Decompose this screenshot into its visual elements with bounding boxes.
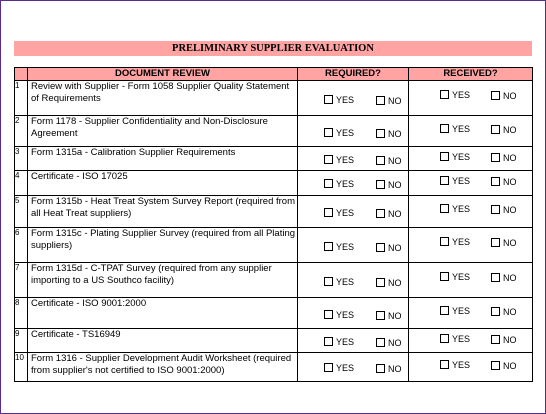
document-cell (28, 228, 298, 263)
checkbox-label: NO (388, 364, 402, 374)
checkbox-square[interactable] (491, 125, 500, 134)
received-cell (409, 171, 533, 196)
received-checkbox-yes[interactable] (440, 176, 470, 186)
received-checkbox-no[interactable] (491, 177, 517, 187)
row-number: 6 (15, 228, 28, 263)
checkbox-square[interactable] (491, 273, 500, 282)
checkbox-label: YES (452, 237, 471, 247)
required-checkbox-yes[interactable] (324, 310, 354, 320)
checkbox-label: NO (388, 180, 402, 190)
checkbox-square[interactable] (440, 360, 449, 369)
checkbox-square[interactable] (376, 180, 385, 189)
required-checkbox-no[interactable] (376, 209, 402, 219)
checkbox-square[interactable] (324, 95, 333, 104)
checkbox-label: YES (336, 277, 355, 287)
required-cell (298, 353, 409, 382)
checkbox-square[interactable] (324, 363, 333, 372)
row-number: 1 (15, 81, 28, 116)
required-checkbox-yes[interactable] (324, 128, 354, 138)
received-checkbox-yes[interactable] (440, 272, 470, 282)
required-checkbox-yes[interactable] (324, 208, 354, 218)
row-number: 7 (15, 263, 28, 298)
received-cell (409, 353, 533, 382)
checkbox-label: NO (503, 177, 517, 187)
checkbox-square[interactable] (440, 204, 449, 213)
document-name: Certificate - TS16949 (31, 329, 121, 340)
checkbox-label: YES (452, 272, 471, 282)
checkbox-square[interactable] (376, 338, 385, 347)
checkbox-square[interactable] (491, 205, 500, 214)
checkbox-label: YES (336, 208, 355, 218)
checkbox-label: YES (336, 310, 355, 320)
corner-cell (15, 68, 28, 81)
checkbox-label: NO (388, 338, 402, 348)
received-checkbox-no[interactable] (491, 205, 517, 215)
received-cell (409, 329, 533, 353)
checkbox-label: YES (452, 176, 471, 186)
table-row (15, 228, 533, 263)
checkbox-label: YES (452, 204, 471, 214)
received-checkbox-no[interactable] (491, 153, 517, 163)
document-name: Form 1315c - Plating Supplier Survey (required from all Plating suppliers) (31, 228, 296, 251)
required-checkbox-yes[interactable] (324, 95, 354, 105)
received-checkbox-no[interactable] (491, 335, 517, 345)
row-number: 8 (15, 298, 28, 329)
received-checkbox-no[interactable] (491, 307, 517, 317)
checkbox-square[interactable] (376, 209, 385, 218)
checkbox-square[interactable] (376, 243, 385, 252)
required-cell (298, 329, 409, 353)
received-checkbox-no[interactable] (491, 125, 517, 135)
received-checkbox-yes[interactable] (440, 204, 470, 214)
checkbox-square[interactable] (440, 306, 449, 315)
table-row (15, 196, 533, 228)
checkbox-square[interactable] (491, 238, 500, 247)
row-number: 10 (15, 353, 28, 382)
row-number: 3 (15, 147, 28, 171)
checkbox-square[interactable] (324, 337, 333, 346)
document-cell (28, 116, 298, 147)
required-checkbox-no[interactable] (376, 311, 402, 321)
row-number: 9 (15, 329, 28, 353)
received-checkbox-yes[interactable] (440, 334, 470, 344)
received-header: RECEIVED? (409, 68, 533, 81)
checkbox-square[interactable] (376, 156, 385, 165)
checkbox-label: YES (452, 90, 471, 100)
checkbox-square[interactable] (440, 334, 449, 343)
required-checkbox-yes[interactable] (324, 277, 354, 287)
checkbox-label: NO (388, 311, 402, 321)
document-name: Form 1315a - Calibration Supplier Requirements (31, 147, 236, 158)
received-cell (409, 81, 533, 116)
checkbox-label: YES (336, 179, 355, 189)
table-row (15, 298, 533, 329)
table-row (15, 147, 533, 171)
required-checkbox-no[interactable] (376, 338, 402, 348)
received-checkbox-yes[interactable] (440, 237, 470, 247)
checkbox-square[interactable] (324, 179, 333, 188)
required-checkbox-no[interactable] (376, 243, 402, 253)
table-row (15, 81, 533, 116)
checkbox-label: YES (452, 152, 471, 162)
required-checkbox-yes[interactable] (324, 155, 354, 165)
received-checkbox-yes[interactable] (440, 124, 470, 134)
document-name: Form 1315d - C-TPAT Survey (required from any supplier importing to a US Southco facility) (31, 263, 272, 286)
document-cell (28, 298, 298, 329)
checkbox-label: YES (336, 155, 355, 165)
evaluation-table (14, 67, 533, 382)
required-checkbox-no[interactable] (376, 129, 402, 139)
checkbox-label: YES (336, 363, 355, 373)
checkbox-label: NO (388, 129, 402, 139)
received-cell (409, 196, 533, 228)
required-cell (298, 263, 409, 298)
required-checkbox-no[interactable] (376, 156, 402, 166)
checkbox-label: YES (452, 334, 471, 344)
checkbox-label: NO (503, 335, 517, 345)
checkbox-square[interactable] (440, 124, 449, 133)
received-cell (409, 263, 533, 298)
checkbox-label: NO (503, 205, 517, 215)
checkbox-label: NO (388, 209, 402, 219)
checkbox-square[interactable] (491, 307, 500, 316)
checkbox-label: NO (503, 91, 517, 101)
required-cell (298, 228, 409, 263)
checkbox-label: YES (452, 124, 471, 134)
received-cell (409, 147, 533, 171)
checkbox-square[interactable] (440, 237, 449, 246)
received-checkbox-no[interactable] (491, 238, 517, 248)
checkbox-square[interactable] (376, 278, 385, 287)
checkbox-label: NO (503, 153, 517, 163)
document-name: Review with Supplier - Form 1058 Supplier Quality Statement of Requirements (31, 81, 290, 104)
checkbox-square[interactable] (491, 177, 500, 186)
header-row (15, 68, 533, 81)
document-cell (28, 147, 298, 171)
received-cell (409, 228, 533, 263)
checkbox-label: YES (452, 360, 471, 370)
checkbox-square[interactable] (376, 311, 385, 320)
document-cell (28, 263, 298, 298)
document-review-header: DOCUMENT REVIEW (28, 68, 298, 81)
checkbox-label: NO (388, 278, 402, 288)
table-row (15, 116, 533, 147)
checkbox-square[interactable] (376, 129, 385, 138)
row-number: 5 (15, 196, 28, 228)
checkbox-square[interactable] (324, 242, 333, 251)
document-cell (28, 81, 298, 116)
document-cell (28, 171, 298, 196)
form-title: PRELIMINARY SUPPLIER EVALUATION (14, 41, 532, 56)
checkbox-square[interactable] (491, 361, 500, 370)
required-header: REQUIRED? (298, 68, 409, 81)
required-checkbox-yes[interactable] (324, 337, 354, 347)
received-checkbox-yes[interactable] (440, 152, 470, 162)
checkbox-square[interactable] (376, 96, 385, 105)
required-checkbox-no[interactable] (376, 180, 402, 190)
checkbox-label: YES (336, 128, 355, 138)
checkbox-square[interactable] (491, 335, 500, 344)
checkbox-square[interactable] (440, 272, 449, 281)
required-checkbox-yes[interactable] (324, 363, 354, 373)
required-cell (298, 171, 409, 196)
checkbox-square[interactable] (324, 208, 333, 217)
required-checkbox-no[interactable] (376, 278, 402, 288)
checkbox-label: NO (503, 307, 517, 317)
required-cell (298, 196, 409, 228)
required-checkbox-no[interactable] (376, 96, 402, 106)
document-name: Form 1178 - Supplier Confidentiality and Non-Disclosure Agreement (31, 116, 268, 139)
received-checkbox-no[interactable] (491, 361, 517, 371)
received-checkbox-yes[interactable] (440, 360, 470, 370)
received-cell (409, 116, 533, 147)
document-name: Certificate - ISO 17025 (31, 171, 128, 182)
required-cell (298, 81, 409, 116)
required-cell (298, 298, 409, 329)
checkbox-label: NO (388, 156, 402, 166)
checkbox-label: YES (336, 242, 355, 252)
checkbox-label: NO (503, 238, 517, 248)
document-name: Form 1315b - Heat Treat System Survey Report (required from all Heat Treat suppliers) (31, 196, 295, 219)
checkbox-label: YES (452, 306, 471, 316)
required-cell (298, 116, 409, 147)
required-checkbox-yes[interactable] (324, 179, 354, 189)
table-row (15, 329, 533, 353)
checkbox-square[interactable] (440, 176, 449, 185)
checkbox-label: YES (336, 337, 355, 347)
required-checkbox-no[interactable] (376, 364, 402, 374)
row-number: 4 (15, 171, 28, 196)
checkbox-label: NO (503, 361, 517, 371)
checkbox-label: YES (336, 95, 355, 105)
checkbox-label: NO (503, 273, 517, 283)
checkbox-square[interactable] (440, 152, 449, 161)
received-checkbox-yes[interactable] (440, 306, 470, 316)
checkbox-square[interactable] (324, 155, 333, 164)
table-row (15, 353, 533, 382)
checkbox-label: NO (503, 125, 517, 135)
checkbox-square[interactable] (491, 91, 500, 100)
received-checkbox-yes[interactable] (440, 90, 470, 100)
row-number: 2 (15, 116, 28, 147)
checkbox-square[interactable] (491, 153, 500, 162)
checkbox-square[interactable] (440, 90, 449, 99)
received-checkbox-no[interactable] (491, 91, 517, 101)
document-name: Form 1316 - Supplier Development Audit Worksheet (required from supplier's not certified to ISO 9001:2000) (31, 353, 292, 376)
checkbox-square[interactable] (324, 128, 333, 137)
received-checkbox-no[interactable] (491, 273, 517, 283)
document-cell (28, 329, 298, 353)
checkbox-square[interactable] (324, 277, 333, 286)
checkbox-label: NO (388, 96, 402, 106)
document-cell (28, 196, 298, 228)
checkbox-square[interactable] (376, 364, 385, 373)
document-name: Certificate - ISO 9001:2000 (31, 298, 147, 309)
checkbox-label: NO (388, 243, 402, 253)
checkbox-square[interactable] (324, 310, 333, 319)
required-checkbox-yes[interactable] (324, 242, 354, 252)
table-row (15, 171, 533, 196)
received-cell (409, 298, 533, 329)
required-cell (298, 147, 409, 171)
document-cell (28, 353, 298, 382)
table-row (15, 263, 533, 298)
